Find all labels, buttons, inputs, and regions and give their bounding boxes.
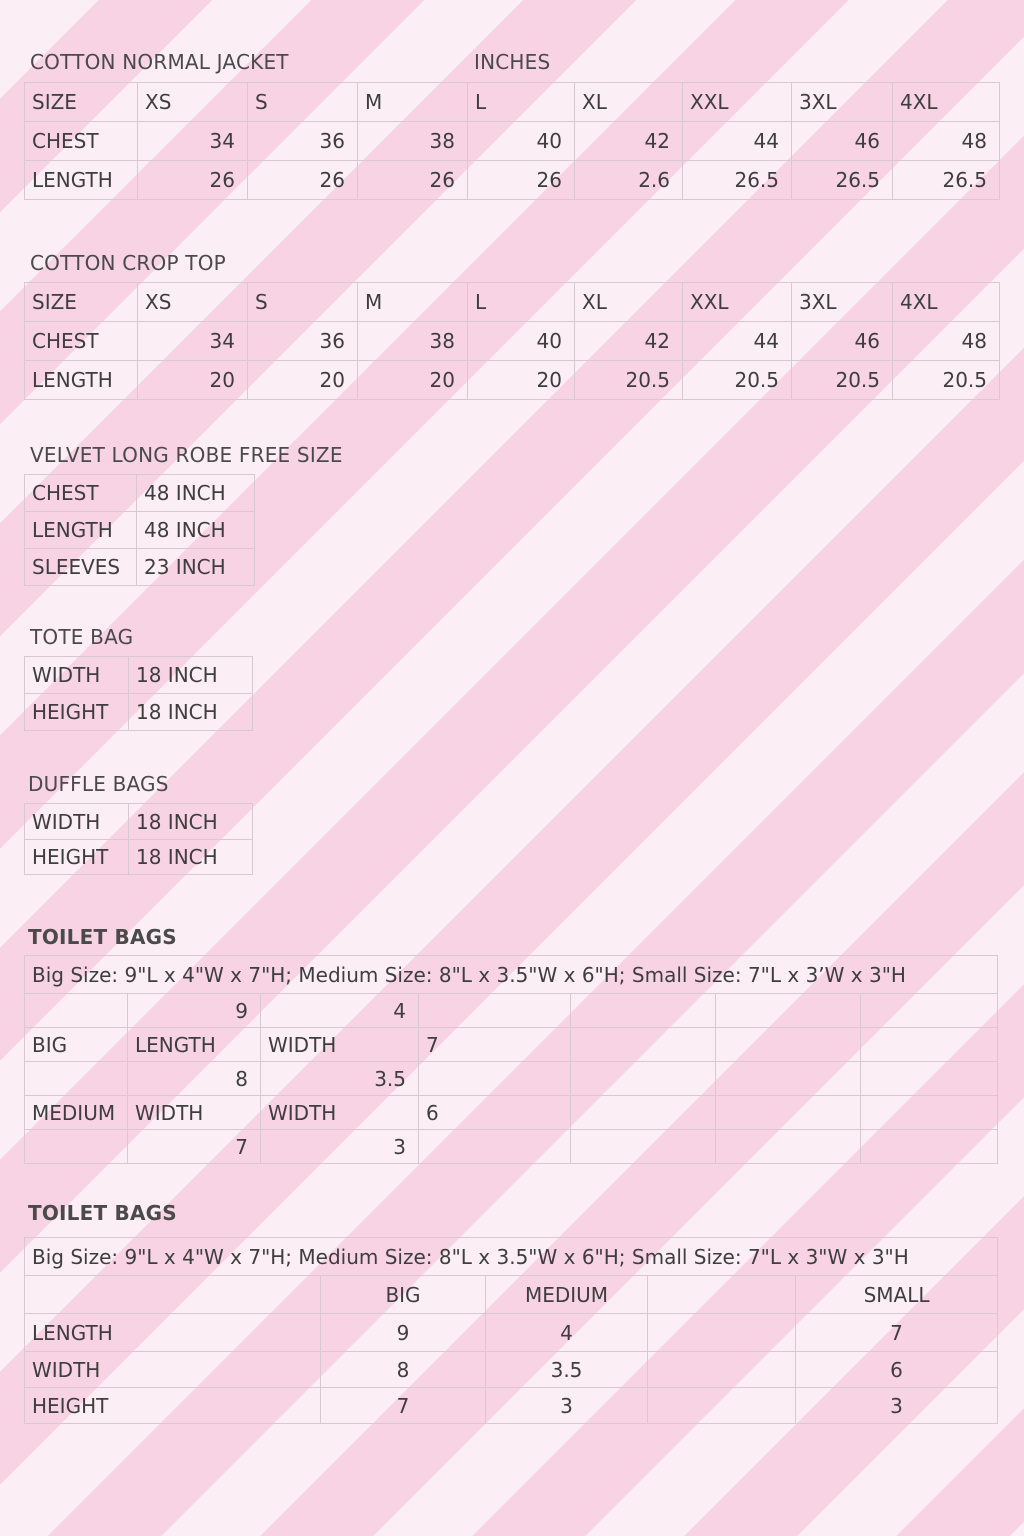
table-cell: 18 INCH bbox=[129, 840, 253, 875]
table-row bbox=[25, 1388, 998, 1424]
jacket-title: COTTON NORMAL JACKET bbox=[30, 50, 289, 74]
row-label: LENGTH bbox=[25, 161, 138, 200]
table-cell: 26.5 bbox=[792, 161, 893, 200]
toilet1-size-table bbox=[24, 955, 998, 1164]
table-cell: 20 bbox=[468, 361, 575, 400]
table-cell bbox=[716, 1028, 861, 1062]
duffle-title: DUFFLE BAGS bbox=[28, 772, 169, 796]
table-cell bbox=[648, 1388, 796, 1424]
table-row bbox=[25, 1028, 998, 1062]
row-label: HEIGHT bbox=[25, 694, 129, 731]
table-cell: 23 INCH bbox=[137, 549, 255, 586]
header-cell bbox=[648, 1276, 796, 1314]
table-cell bbox=[419, 994, 571, 1028]
table-cell: 26.5 bbox=[683, 161, 792, 200]
table-row bbox=[25, 1352, 998, 1388]
table-cell bbox=[648, 1352, 796, 1388]
table-row bbox=[25, 122, 1000, 161]
table-cell: 48 INCH bbox=[137, 475, 255, 512]
table-cell bbox=[648, 1314, 796, 1352]
header-cell: S bbox=[248, 83, 358, 122]
table-cell: 20 bbox=[248, 361, 358, 400]
crop-title: COTTON CROP TOP bbox=[30, 251, 226, 275]
size-note: Big Size: 9"L x 4"W x 7"H; Medium Size: 8"L x 3.5"W x 6"H; Small Size: 7"L x 3’W x 3"H bbox=[25, 956, 998, 994]
table-row bbox=[25, 694, 253, 731]
table-cell: 36 bbox=[248, 322, 358, 361]
table-cell bbox=[25, 1062, 128, 1096]
row-label: CHEST bbox=[25, 475, 137, 512]
header-cell: S bbox=[248, 283, 358, 322]
header-cell: XXL bbox=[683, 283, 792, 322]
crop-size-table bbox=[24, 282, 1000, 400]
row-label: MEDIUM bbox=[25, 1096, 128, 1130]
table-cell: 48 bbox=[893, 122, 1000, 161]
table-cell: 34 bbox=[138, 322, 248, 361]
tote-size-table bbox=[24, 656, 253, 731]
row-label: CHEST bbox=[25, 322, 138, 361]
table-cell: WIDTH bbox=[261, 1028, 419, 1062]
table-row bbox=[25, 161, 1000, 200]
table-cell bbox=[861, 1028, 998, 1062]
header-cell: SIZE bbox=[25, 83, 138, 122]
table-cell: 7 bbox=[128, 1130, 261, 1164]
header-cell: MEDIUM bbox=[486, 1276, 648, 1314]
table-cell bbox=[419, 1062, 571, 1096]
table-row bbox=[25, 1130, 998, 1164]
table-cell: 34 bbox=[138, 122, 248, 161]
row-label: WIDTH bbox=[25, 1352, 321, 1388]
table-row bbox=[25, 657, 253, 694]
table-cell: 38 bbox=[358, 322, 468, 361]
table-cell: 26 bbox=[468, 161, 575, 200]
table-cell: 9 bbox=[128, 994, 261, 1028]
table-cell: 3 bbox=[261, 1130, 419, 1164]
table-cell: 36 bbox=[248, 122, 358, 161]
header-cell bbox=[25, 1276, 321, 1314]
table-row bbox=[25, 1096, 998, 1130]
robe-size-table bbox=[24, 474, 255, 586]
table-cell: 6 bbox=[419, 1096, 571, 1130]
table-row bbox=[25, 1314, 998, 1352]
table-cell: 20.5 bbox=[575, 361, 683, 400]
row-label: CHEST bbox=[25, 122, 138, 161]
table-cell: 3 bbox=[486, 1388, 648, 1424]
table-cell bbox=[571, 1096, 716, 1130]
table-cell: 3 bbox=[796, 1388, 998, 1424]
table-cell bbox=[716, 1096, 861, 1130]
table-cell: 42 bbox=[575, 322, 683, 361]
robe-title: VELVET LONG ROBE FREE SIZE bbox=[30, 443, 343, 467]
header-cell: 3XL bbox=[792, 83, 893, 122]
table-cell: 9 bbox=[321, 1314, 486, 1352]
size-note: Big Size: 9"L x 4"W x 7"H; Medium Size: 8"L x 3.5"W x 6"H; Small Size: 7"L x 3"W x 3"H bbox=[25, 1238, 998, 1276]
header-cell: L bbox=[468, 283, 575, 322]
header-cell: XL bbox=[575, 283, 683, 322]
header-cell: M bbox=[358, 83, 468, 122]
table-cell: 46 bbox=[792, 122, 893, 161]
table-cell: 4 bbox=[486, 1314, 648, 1352]
row-label: LENGTH bbox=[25, 1314, 321, 1352]
table-cell: LENGTH bbox=[128, 1028, 261, 1062]
table-cell: 3.5 bbox=[486, 1352, 648, 1388]
table-header-row bbox=[25, 83, 1000, 122]
table-cell bbox=[419, 1130, 571, 1164]
table-cell: 8 bbox=[128, 1062, 261, 1096]
table-cell bbox=[861, 1062, 998, 1096]
table-cell: 26 bbox=[138, 161, 248, 200]
table-cell bbox=[571, 1028, 716, 1062]
table-row bbox=[25, 840, 253, 875]
table-cell: 20.5 bbox=[792, 361, 893, 400]
table-row bbox=[25, 361, 1000, 400]
table-cell: 18 INCH bbox=[129, 804, 253, 840]
table-cell bbox=[571, 994, 716, 1028]
table-row bbox=[25, 994, 998, 1028]
table-cell bbox=[716, 994, 861, 1028]
header-cell: M bbox=[358, 283, 468, 322]
table-header-row bbox=[25, 1276, 998, 1314]
table-cell bbox=[861, 1096, 998, 1130]
header-cell: XS bbox=[138, 283, 248, 322]
table-cell: 7 bbox=[796, 1314, 998, 1352]
table-cell: 8 bbox=[321, 1352, 486, 1388]
table-row bbox=[25, 549, 255, 586]
table-cell bbox=[716, 1130, 861, 1164]
table-row bbox=[25, 512, 255, 549]
table-cell: 38 bbox=[358, 122, 468, 161]
duffle-size-table bbox=[24, 803, 253, 875]
table-cell: 18 INCH bbox=[129, 694, 253, 731]
table-cell: 48 bbox=[893, 322, 1000, 361]
table-cell: 44 bbox=[683, 122, 792, 161]
row-label: WIDTH bbox=[25, 804, 129, 840]
table-cell bbox=[861, 994, 998, 1028]
table-cell: 7 bbox=[321, 1388, 486, 1424]
header-cell: SMALL bbox=[796, 1276, 998, 1314]
table-cell: 20.5 bbox=[893, 361, 1000, 400]
table-cell bbox=[716, 1062, 861, 1096]
table-cell: WIDTH bbox=[128, 1096, 261, 1130]
row-label: SLEEVES bbox=[25, 549, 137, 586]
table-cell: WIDTH bbox=[261, 1096, 419, 1130]
jacket-unit-label: INCHES bbox=[474, 50, 551, 74]
header-cell: XL bbox=[575, 83, 683, 122]
row-label: HEIGHT bbox=[25, 840, 129, 875]
table-cell: 40 bbox=[468, 122, 575, 161]
toilet1-title: TOILET BAGS bbox=[28, 925, 177, 949]
table-cell bbox=[861, 1130, 998, 1164]
header-cell: XS bbox=[138, 83, 248, 122]
table-header-row bbox=[25, 283, 1000, 322]
table-cell: 20 bbox=[358, 361, 468, 400]
table-cell: 20 bbox=[138, 361, 248, 400]
header-cell: SIZE bbox=[25, 283, 138, 322]
table-cell: 26 bbox=[248, 161, 358, 200]
table-row bbox=[25, 322, 1000, 361]
table-cell: 4 bbox=[261, 994, 419, 1028]
table-cell bbox=[25, 1130, 128, 1164]
tote-title: TOTE BAG bbox=[30, 625, 134, 649]
toilet2-title: TOILET BAGS bbox=[28, 1201, 177, 1225]
table-cell: 7 bbox=[419, 1028, 571, 1062]
table-row bbox=[25, 804, 253, 840]
row-label: LENGTH bbox=[25, 512, 137, 549]
toilet2-size-table bbox=[24, 1237, 998, 1424]
table-row bbox=[25, 1238, 998, 1276]
table-cell: 26 bbox=[358, 161, 468, 200]
table-cell: 40 bbox=[468, 322, 575, 361]
table-cell: 20.5 bbox=[683, 361, 792, 400]
row-label: HEIGHT bbox=[25, 1388, 321, 1424]
table-cell bbox=[571, 1130, 716, 1164]
table-cell: 18 INCH bbox=[129, 657, 253, 694]
header-cell: BIG bbox=[321, 1276, 486, 1314]
jacket-size-table bbox=[24, 82, 1000, 200]
header-cell: L bbox=[468, 83, 575, 122]
table-cell: 44 bbox=[683, 322, 792, 361]
table-cell: 3.5 bbox=[261, 1062, 419, 1096]
row-label: BIG bbox=[25, 1028, 128, 1062]
table-cell: 48 INCH bbox=[137, 512, 255, 549]
row-label: WIDTH bbox=[25, 657, 129, 694]
header-cell: 4XL bbox=[893, 83, 1000, 122]
table-cell: 6 bbox=[796, 1352, 998, 1388]
header-cell: 3XL bbox=[792, 283, 893, 322]
table-cell: 26.5 bbox=[893, 161, 1000, 200]
table-row bbox=[25, 1062, 998, 1096]
table-cell bbox=[571, 1062, 716, 1096]
table-cell: 42 bbox=[575, 122, 683, 161]
row-label: LENGTH bbox=[25, 361, 138, 400]
table-row bbox=[25, 475, 255, 512]
table-cell: 46 bbox=[792, 322, 893, 361]
table-cell bbox=[25, 994, 128, 1028]
table-row bbox=[25, 956, 998, 994]
header-cell: XXL bbox=[683, 83, 792, 122]
table-cell: 2.6 bbox=[575, 161, 683, 200]
header-cell: 4XL bbox=[893, 283, 1000, 322]
